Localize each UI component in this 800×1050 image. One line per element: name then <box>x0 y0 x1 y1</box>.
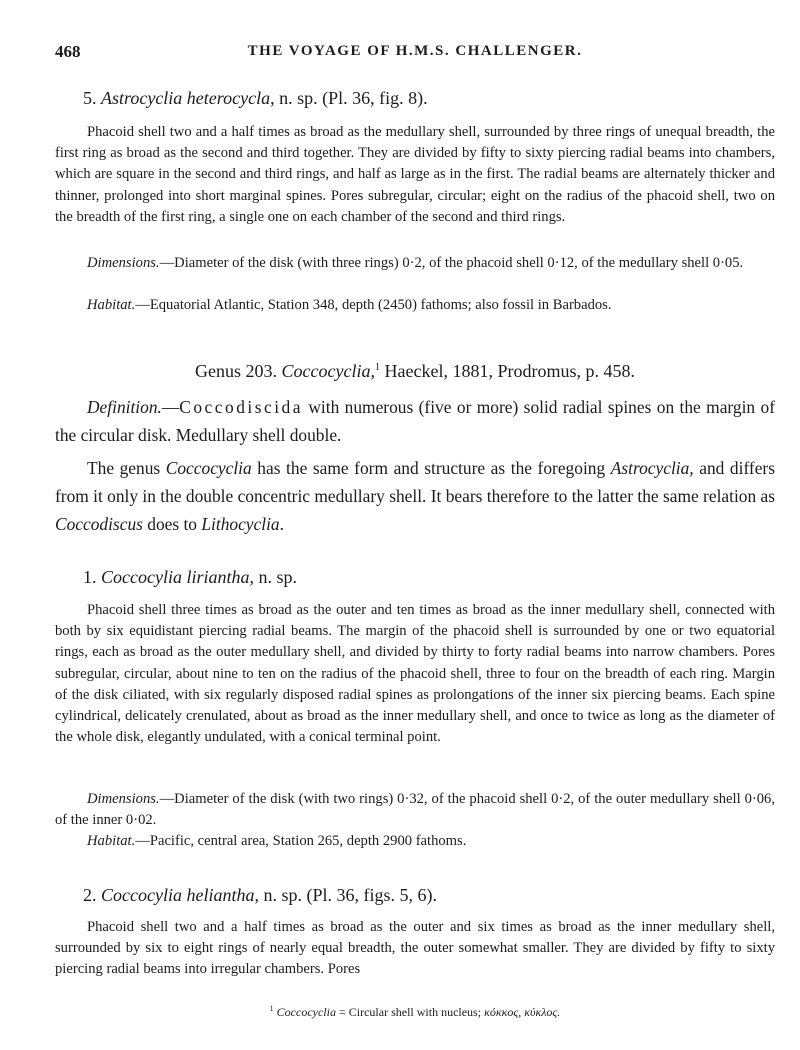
genus-paragraph-text: The genus <box>87 458 166 478</box>
species-suffix: , n. sp. <box>249 567 297 587</box>
genus-paragraph-name: Astrocyclia, <box>610 458 694 478</box>
dimensions-label: Dimensions. <box>87 255 160 271</box>
species-heading <box>55 86 800 110</box>
dimensions-paragraph <box>55 253 775 274</box>
species-suffix: , n. sp. (Pl. 36, figs. 5, 6). <box>254 885 437 905</box>
species-number: 1. <box>83 567 97 587</box>
genus-paragraph-text: and differs from it only in the double concentric medullary shell. It bears therefore to the latter the same relation as <box>55 458 776 506</box>
species-name: Astrocyclia heterocycla <box>101 88 271 108</box>
footnote-reference: 1 <box>375 362 380 373</box>
species-number: 5. <box>83 88 97 108</box>
habitat-label: Habitat. <box>87 297 136 313</box>
genus-paragraph-text: has the same form and structure as the foregoing <box>251 458 611 478</box>
species-description: Phacoid shell two and a half times as broad as the medullary shell, surrounded by three rings of unequal breadth, the first ring as broad as the second and third together. They are divided by fifty to sixty piercing radial beams into chambers, which are square in the second and third rings, and half as large as in the first. The radial beams are alternately thicker and thinner, prolonged into short marginal spines. Pores subregular, circular; eight on the radius of the phacoid shell, two on the breadth of the first ring, a single one on each chamber of the second and third rings. <box>55 124 775 225</box>
genus-heading <box>55 356 775 383</box>
species-name: Coccocylia heliantha <box>101 885 255 905</box>
footnote-mark: 1 <box>269 1004 274 1013</box>
page-header <box>55 42 775 66</box>
page-number: 468 <box>55 42 81 61</box>
species-heading <box>55 883 800 907</box>
genus-paragraph-name: Coccodiscus <box>55 514 143 534</box>
genus-paragraph-name: Coccocyclia <box>165 458 252 478</box>
species-description: Phacoid shell three times as broad as the outer and ten times as broad as the inner medullary shell, connected with both by six equidistant piercing radial beams. The margin of the phacoid shell is surrounded by one or two equatorial rings, each as broad as the outer medullary shell, and divided by thirty to forty radial beams into narrow chambers. Pores subregular, circular, about nine to ten on the radius of the phacoid shell, three to four on the breadth of each ring. Margin of the disk ciliated, with six regularly disposed radial spines as prolongations of the inner six piercing beams. Each spine cylindrical, delicately crenulated, about as broad as the inner medullary shell, and once to twice as long as the diameter of the whole disk, elegantly undulated, with a conical terminal point. <box>55 602 775 746</box>
footnote-text: = Circular shell with nucleus; <box>335 1005 485 1019</box>
definition-group: Coccodiscida <box>179 397 303 417</box>
genus-name: Coccocyclia, <box>281 361 375 381</box>
species-name: Coccocylia liriantha <box>101 567 250 587</box>
dimensions-label: Dimensions. <box>87 791 160 807</box>
habitat-text: —Equatorial Atlantic, Station 348, depth (2450) fathoms; also fossil in Barbados. <box>135 297 612 313</box>
species-suffix: , n. sp. (Pl. 36, fig. 8). <box>270 88 428 108</box>
genus-paragraph-text: does to <box>142 514 202 534</box>
definition-text: with numerous (five or more) solid radial spines on the margin of the circular disk. Medullary shell double. <box>55 397 775 445</box>
dimensions-paragraph <box>55 789 775 831</box>
footnote-greek: κόκκος, κύκλος. <box>484 1005 561 1019</box>
footnote-term: Coccocyclia <box>276 1005 336 1019</box>
footnote <box>55 1004 775 1020</box>
dimensions-text: —Diameter of the disk (with two rings) 0·32, of the phacoid shell 0·2, of the outer medullary shell 0·06, of the inner 0·02. <box>55 791 775 829</box>
genus-paragraph <box>55 454 775 538</box>
genus-paragraph-name: Lithocyclia <box>201 514 280 534</box>
definition-label: Definition. <box>87 397 162 417</box>
species-description: Phacoid shell two and a half times as broad as the outer and six times as broad as the inner medullary shell, surrounded by six to eight rings of nearly equal breadth, the outer somewhat smaller. They are divided by fifty to sixty piercing radial beams into irregular chambers. Pores <box>55 919 775 978</box>
genus-definition <box>55 393 775 449</box>
dimensions-text: —Diameter of the disk (with three rings) 0·2, of the phacoid shell 0·12, of the medullary shell 0·05. <box>159 255 744 271</box>
species-heading <box>55 565 800 589</box>
genus-paragraph-text: . <box>279 514 284 534</box>
genus-prefix: Genus 203. <box>195 361 278 381</box>
definition-dash: — <box>161 397 180 417</box>
species-number: 2. <box>83 885 97 905</box>
genus-suffix: Haeckel, 1881, Prodromus, p. 458. <box>380 361 635 381</box>
running-title: THE VOYAGE OF H.M.S. CHALLENGER. <box>247 43 583 59</box>
habitat-label: Habitat. <box>87 833 136 849</box>
habitat-text: —Pacific, central area, Station 265, depth 2900 fathoms. <box>135 833 467 849</box>
habitat-paragraph <box>55 295 775 316</box>
habitat-paragraph <box>55 831 775 852</box>
